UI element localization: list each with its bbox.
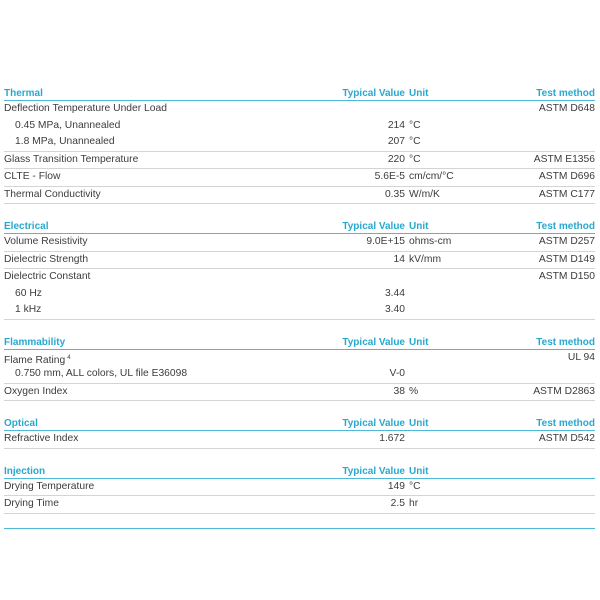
property-value: 38 [393, 385, 405, 397]
col-typical-value: Typical Value [342, 465, 405, 477]
col-unit: Unit [409, 465, 429, 477]
col-test-method: Test method [536, 221, 595, 232]
property-value: 2.5 [390, 498, 405, 509]
section-header [4, 87, 595, 101]
section-header [4, 465, 595, 479]
closing-rule [4, 528, 595, 529]
property-name: Dielectric Constant [4, 271, 91, 282]
property-name: Glass Transition Temperature [4, 153, 139, 165]
property-unit: cm/cm/°C [409, 171, 454, 182]
section-title: Optical [4, 418, 38, 429]
property-value [304, 350, 405, 367]
property-value [304, 101, 405, 118]
col-typical-value: Typical Value [342, 221, 405, 232]
property-test: ASTM C177 [538, 188, 595, 200]
col-unit: Unit [409, 88, 429, 99]
table-row [4, 134, 595, 152]
property-value: 3.40 [384, 304, 405, 315]
col-test-method: Test method [536, 336, 595, 348]
property-value: 9.0E+15 [366, 236, 405, 247]
property-unit: °C [409, 119, 421, 131]
property-value: 214 [387, 119, 405, 131]
property-test: ASTM E1356 [533, 153, 595, 165]
table-row [4, 152, 595, 170]
table-row [4, 350, 595, 367]
section-header [4, 417, 595, 431]
table-row [4, 234, 595, 252]
property-test: ASTM D257 [538, 236, 595, 247]
property-value: V-0 [389, 368, 405, 379]
section-thermal [4, 87, 595, 204]
section-electrical [4, 220, 595, 320]
property-name [4, 350, 304, 367]
table-row [4, 252, 595, 270]
properties-sheet [4, 87, 595, 529]
table-row [4, 269, 595, 286]
property-test [489, 366, 595, 383]
property-name: Drying Time [4, 498, 59, 509]
property-name: Deflection Temperature Under Load [4, 103, 167, 114]
property-name: 0.750 mm, ALL colors, UL file E36098 [15, 368, 188, 379]
table-row [4, 101, 595, 118]
table-row [4, 496, 595, 514]
property-value: 220 [387, 153, 405, 165]
property-unit [405, 366, 489, 383]
property-name: Oxygen Index [4, 385, 68, 397]
property-value: 3.44 [384, 287, 405, 299]
table-row [4, 479, 595, 497]
col-unit: Unit [409, 418, 429, 429]
property-name-text: Flame Rating [4, 354, 66, 366]
property-test: ASTM D2863 [533, 385, 595, 397]
property-value: 207 [387, 136, 405, 147]
property-unit [405, 350, 489, 367]
property-name: Refractive Index [4, 433, 79, 444]
table-row [4, 286, 595, 303]
col-typical-value: Typical Value [342, 88, 405, 99]
col-typical-value: Typical Value [342, 336, 405, 348]
property-test: UL 94 [567, 351, 595, 363]
section-flammability [4, 336, 595, 402]
property-name: 1.8 MPa, Unannealed [15, 136, 115, 147]
section-title: Thermal [4, 88, 43, 99]
property-test [489, 134, 595, 151]
section-injection [4, 465, 595, 514]
table-row [4, 302, 595, 320]
property-test [489, 496, 595, 513]
col-typical-value: Typical Value [342, 418, 405, 429]
property-value: 14 [393, 253, 405, 265]
col-test-method [489, 465, 595, 478]
property-unit: hr [409, 498, 419, 509]
section-header [4, 336, 595, 350]
section-title: Flammability [4, 336, 66, 348]
property-value [304, 269, 405, 286]
property-name: Thermal Conductivity [4, 188, 101, 200]
col-unit: Unit [409, 221, 429, 232]
property-test: ASTM D648 [538, 103, 595, 114]
table-row [4, 118, 595, 135]
property-value: 149 [387, 480, 405, 492]
col-test-method: Test method [536, 418, 595, 429]
property-unit: % [409, 385, 419, 397]
property-test [489, 286, 595, 303]
property-unit: W/m/K [409, 188, 440, 200]
property-unit [405, 286, 489, 303]
table-row [4, 384, 595, 402]
property-test [489, 479, 595, 496]
property-unit: °C [409, 480, 421, 492]
property-unit [405, 431, 489, 448]
col-test-method: Test method [536, 88, 595, 99]
property-test: ASTM D150 [538, 271, 595, 282]
property-test [489, 118, 595, 135]
property-name: 0.45 MPa, Unannealed [15, 119, 121, 131]
property-unit: ohms-cm [409, 236, 452, 247]
property-value: 1.672 [379, 433, 405, 444]
property-name: Dielectric Strength [4, 253, 89, 265]
property-test: ASTM D696 [538, 171, 595, 182]
property-test [489, 302, 595, 319]
property-unit: °C [409, 153, 421, 165]
table-row [4, 169, 595, 187]
property-name: 60 Hz [15, 287, 42, 299]
property-value: 0.35 [384, 188, 405, 200]
table-row [4, 187, 595, 205]
property-name: 1 kHz [15, 304, 42, 315]
table-row [4, 366, 595, 384]
property-unit: kV/mm [409, 253, 442, 265]
property-unit: °C [409, 136, 421, 147]
property-name: CLTE - Flow [4, 171, 61, 182]
section-title: Injection [4, 465, 46, 477]
table-row [4, 431, 595, 449]
section-optical [4, 417, 595, 449]
section-title: Electrical [4, 221, 49, 232]
col-unit: Unit [409, 336, 429, 348]
footnote-marker: 4 [67, 354, 71, 361]
property-name: Drying Temperature [4, 480, 95, 492]
section-header [4, 220, 595, 234]
property-test: ASTM D542 [538, 433, 595, 444]
property-unit [405, 101, 489, 118]
property-unit [405, 302, 489, 319]
property-unit [405, 269, 489, 286]
property-value: 5.6E-5 [374, 171, 405, 182]
property-test: ASTM D149 [538, 253, 595, 265]
property-name: Volume Resistivity [4, 236, 88, 247]
